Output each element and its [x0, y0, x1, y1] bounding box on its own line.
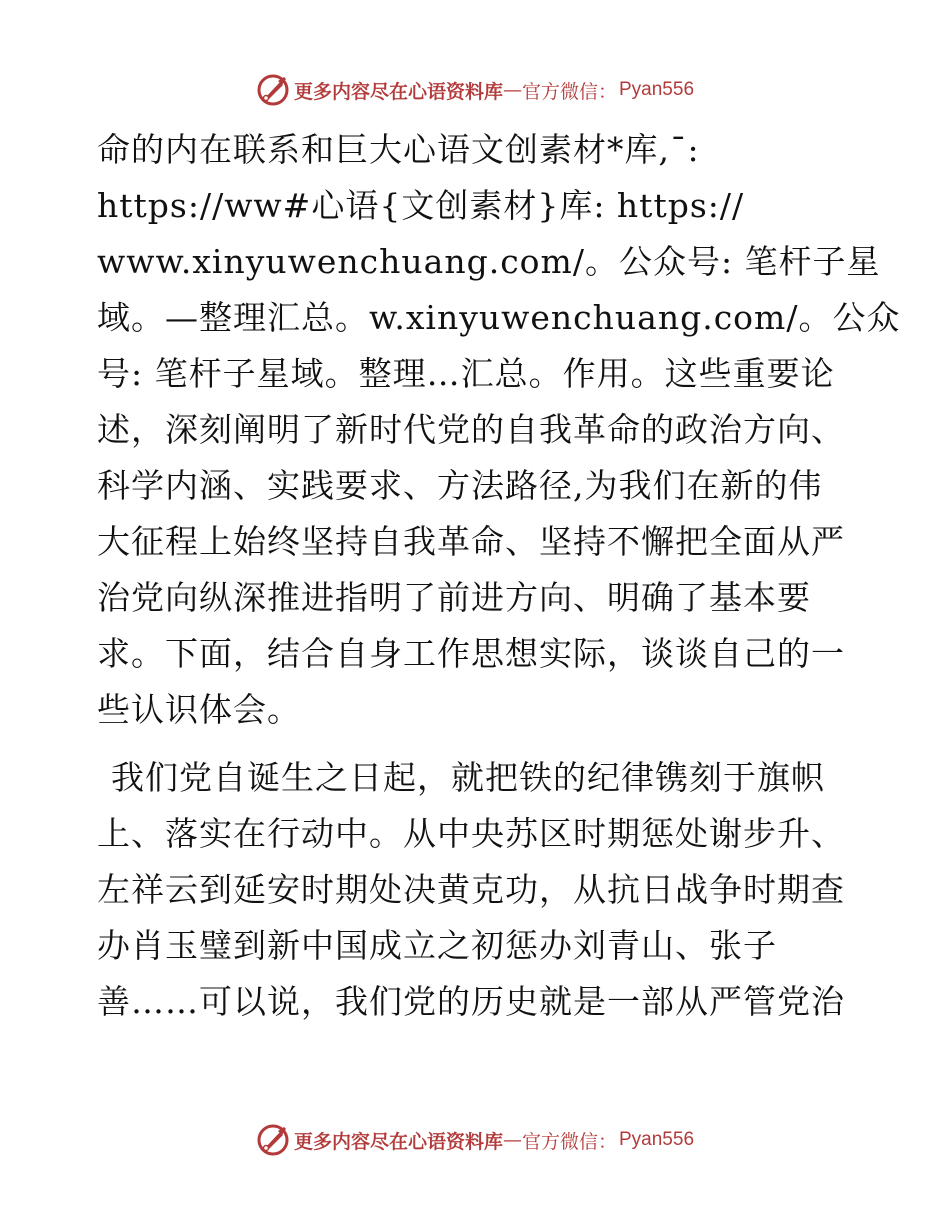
banner-official-label: 官方微信：: [521, 1130, 617, 1153]
text-line: 上、落实在行动中。从中央苏区时期惩处谢步升、: [97, 814, 845, 853]
text-line: 善……可以说，我们党的历史就是一部从严管党治: [97, 982, 845, 1021]
text-line: 述，深刻阐明了新时代党的自我革命的政治方向、: [97, 410, 845, 449]
banner-wechat-id: Pyan556: [619, 1129, 695, 1150]
banner-wechat-id: Pyan556: [619, 79, 695, 100]
text-line: 号: 笔杆子星域。整理…汇总。作用。这些重要论: [97, 354, 835, 393]
text-line: 求。下面，结合自身工作思想实际，谈谈自己的一: [97, 634, 845, 673]
text-line: 命的内在联系和巨大心语文创素材*库,¯:: [97, 130, 700, 169]
header-watermark-banner: [0, 70, 950, 110]
text-line: 治党向纵深推进指明了前进方向、明确了基本要: [97, 578, 811, 617]
quill-pen-logo-icon: [256, 1123, 290, 1157]
text-line: 我们党自诞生之日起，就把铁的纪律镌刻于旗帜: [111, 758, 825, 797]
text-line: 科学内涵、实践要求、方法路径,为我们在新的伟: [97, 466, 823, 505]
banner-official-label: 官方微信：: [521, 80, 617, 103]
text-line: 左祥云到延安时期处决黄克功，从抗日战争时期查: [97, 870, 845, 909]
banner-slogan: 更多内容尽在心语资料库: [293, 1130, 503, 1153]
banner-separator: —: [502, 79, 522, 101]
quill-pen-logo-icon: [256, 73, 290, 107]
banner-slogan: 更多内容尽在心语资料库: [293, 80, 503, 103]
document-body: [97, 122, 901, 1030]
text-line: https://ww#心语{文创素材}库: https://: [97, 186, 745, 225]
banner-separator: —: [502, 1129, 522, 1151]
text-line: 大征程上始终坚持自我革命、坚持不懈把全面从严: [97, 522, 845, 561]
text-line: 办肖玉璧到新中国成立之初惩办刘青山、张子: [97, 926, 777, 965]
paragraph-2: [97, 750, 857, 1030]
text-line: 些认识体会。: [97, 690, 301, 729]
footer-watermark-banner: [0, 1120, 950, 1160]
paragraph-1: [97, 122, 901, 738]
text-line: 域。—整理汇总。w.xinyuwenchuang.com/。公众: [97, 298, 901, 337]
text-line: www.xinyuwenchuang.com/。公众号: 笔杆子星: [97, 242, 881, 281]
